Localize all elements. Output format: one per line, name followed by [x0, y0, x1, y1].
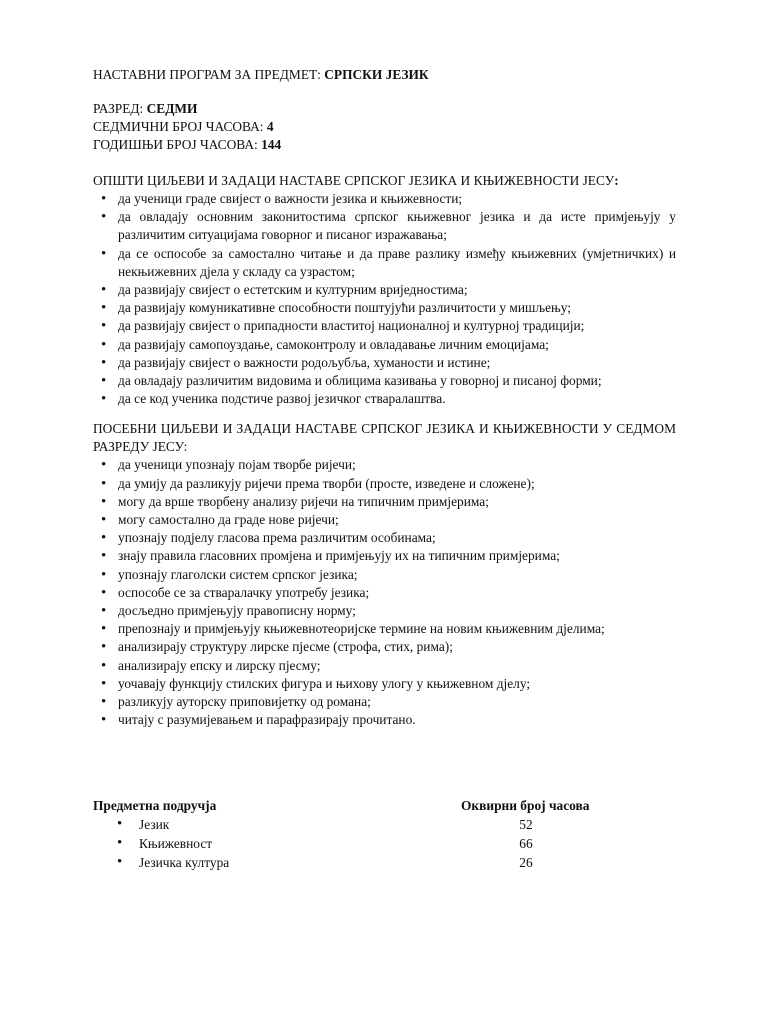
area-hours: 52 [519, 817, 533, 832]
list-item: • да се код ученика подстиче развој језичког стваралаштва. [93, 390, 676, 408]
area-name: • Језичка култура [93, 853, 461, 872]
area-hours: 66 [519, 836, 533, 851]
area-name: • Књижевност [93, 834, 461, 853]
subject-name: СРПСКИ ЈЕЗИК [324, 67, 429, 82]
list-item: • да овладају основним законитостима српског књижевног језика и да исте примјењују у различитим ситуацијама говорног и писаног изражавања; [93, 208, 676, 244]
table-row [93, 815, 613, 834]
list-item: • да се оспособе за самостално читање и да праве разлику између књижевних (умјетничких) и некњижевних дјела у складу са узрастом; [93, 245, 676, 281]
list-item: • уочавају функцију стилских фигура и њихову улогу у књижевном дјелу; [93, 675, 676, 693]
list-item: • могу самостално да граде нове ријечи; [93, 511, 676, 529]
area-name: • Језик [93, 815, 461, 834]
program-title [93, 66, 676, 84]
list-item: • упознају подјелу гласова према различитим особинама; [93, 529, 676, 547]
weekly-hours-label: СЕДМИЧНИ БРОЈ ЧАСОВА: [93, 119, 267, 134]
program-title-prefix: НАСТАВНИ ПРОГРАМ ЗА ПРЕДМЕТ: [93, 67, 325, 82]
list-item: • оспособе се за стваралачку употребу језика; [93, 584, 676, 602]
yearly-hours-value: 144 [261, 137, 282, 152]
grade-value: СЕДМИ [146, 101, 198, 116]
table-row [93, 834, 613, 853]
list-item: • да ученици упознају појам творбе ријечи; [93, 456, 676, 474]
yearly-hours-line [93, 136, 676, 154]
specific-goals-heading: ПОСЕБНИ ЦИЉЕВИ И ЗАДАЦИ НАСТАВЕ СРПСКОГ ЈЕЗИКА И КЊИЖЕВНОСТИ У СЕДМОМ РАЗРЕДУ ЈЕСУ: [93, 421, 676, 455]
yearly-hours-label: ГОДИШЊИ БРОЈ ЧАСОВА: [93, 137, 262, 152]
area-hours: 26 [519, 855, 533, 870]
grade-line [93, 100, 676, 118]
column-header-hours: Оквирни број часова [461, 798, 590, 813]
list-item: • да развијају самопоуздање, самоконтролу и овладавање личним емоцијама; [93, 336, 676, 354]
general-goals-title: ОПШТИ ЦИЉЕВИ И ЗАДАЦИ НАСТАВЕ СРПСКОГ ЈЕЗИКА И КЊИЖЕВНОСТИ ЈЕСУ [93, 173, 615, 188]
list-item: • читају с разумијевањем и парафразирају прочитано. [93, 711, 676, 729]
general-goals-list [93, 190, 676, 408]
list-item: • да развијају свијест о припадности властитој националној и културној традицији; [93, 317, 676, 335]
list-item: • да развијају комуникативне способности поштујући различитости у мишљењу; [93, 299, 676, 317]
list-item: • досљедно примјењују правописну норму; [93, 602, 676, 620]
grade-label: РАЗРЕД: [93, 101, 147, 116]
weekly-hours-line [93, 118, 676, 136]
list-item: • анализирају епску и лирску пјесму; [93, 657, 676, 675]
specific-goals-list [93, 456, 676, 729]
list-item: • да овладају различитим видовима и облицима казивања у говорној и писаној форми; [93, 372, 676, 390]
weekly-hours-value: 4 [266, 119, 274, 134]
list-item: • да развијају свијест о важности родољубља, хуманости и истине; [93, 354, 676, 372]
list-item: • да развијају свијест о естетским и културним вриједностима; [93, 281, 676, 299]
list-item: • упознају глаголски систем српског језика; [93, 566, 676, 584]
subject-areas-header [93, 796, 613, 815]
table-row [93, 853, 613, 872]
subject-areas-table [93, 796, 613, 872]
list-item: • да ученици граде свијест о важности језика и књижевности; [93, 190, 676, 208]
list-item: • анализирају структуру лирске пјесме (строфа, стих, рима); [93, 638, 676, 656]
list-item: • разликују ауторску приповијетку од романа; [93, 693, 676, 711]
general-goals-colon: : [614, 173, 619, 188]
list-item: • знају правила гласовних промјена и примјењују их на типичним примјерима; [93, 547, 676, 565]
column-header-area: Предметна подручја [93, 798, 217, 813]
document-page [93, 66, 676, 729]
list-item: • да умију да разликују ријечи према творби (просте, изведене и сложене); [93, 475, 676, 493]
general-goals-heading [93, 172, 676, 190]
list-item: • могу да врше творбену анализу ријечи на типичним примјерима; [93, 493, 676, 511]
list-item: • препознају и примјењују књижевнотеоријске термине на новим књижевним дјелима; [93, 620, 676, 638]
